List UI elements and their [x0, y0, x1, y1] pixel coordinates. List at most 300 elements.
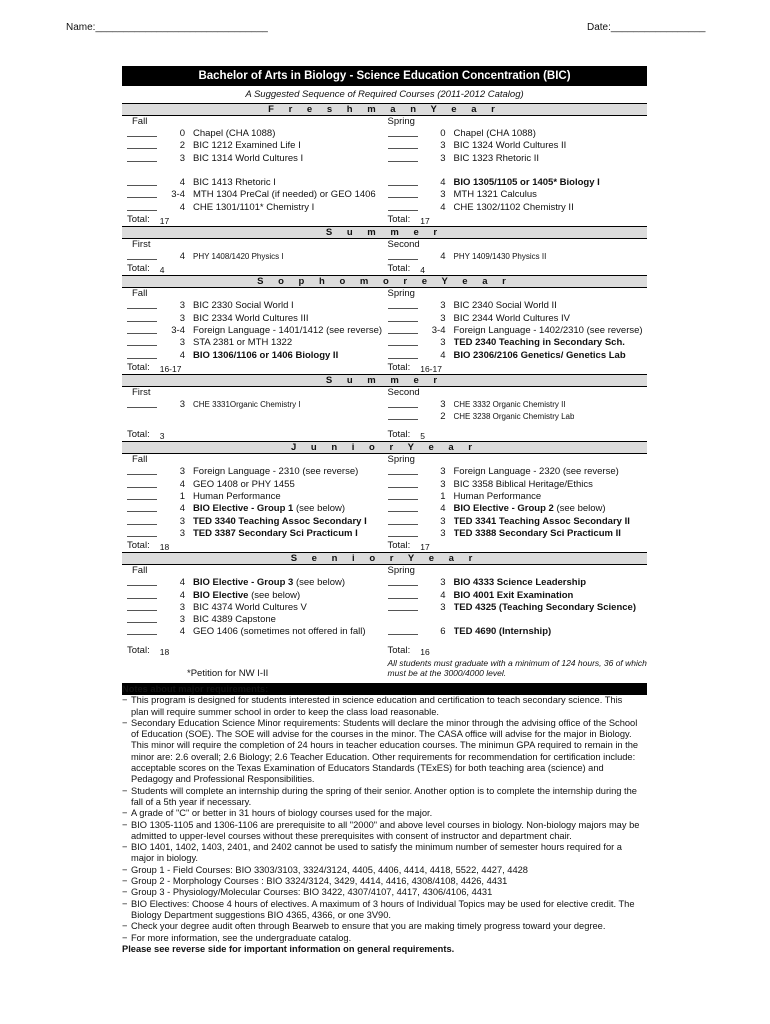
total-value: 5 [420, 431, 425, 442]
section-body-sophomore [122, 288, 647, 373]
course-title: BIO Elective - Group 1 [193, 503, 294, 515]
course-row [122, 479, 385, 491]
grade-blank[interactable] [127, 350, 157, 359]
grade-blank[interactable] [388, 202, 418, 211]
note-item [122, 865, 642, 876]
grade-blank[interactable] [127, 516, 157, 525]
term-column-left [122, 239, 385, 275]
course-name [454, 626, 552, 638]
total-label: Total: [387, 361, 411, 373]
term-label: Spring [387, 454, 415, 466]
note-text: Check your degree audit often through Bearweb to ensure that you are making timely progress toward your degree. [131, 921, 606, 932]
term-column-right [385, 454, 648, 552]
credit-hours: 4 [179, 589, 185, 601]
course-title: BIO 1305/1105 or 1405* Biology I [453, 177, 600, 189]
term-column-left [122, 387, 385, 442]
course-title: BIC 4374 World Cultures V [193, 601, 307, 613]
course-title: PHY 1409/1430 Physics II [453, 252, 547, 262]
graduation-note: All students must graduate with a minimum of 124 hours, 36 of which must be at the 3000/4000 level. [387, 657, 647, 678]
grade-blank[interactable] [388, 528, 418, 537]
course-title: TED 3388 Secondary Sci Practicum II [453, 527, 621, 539]
course-title: BIC 1413 Rhetoric I [193, 177, 276, 189]
course-name [454, 528, 621, 540]
course-row [385, 337, 648, 349]
course-row [385, 325, 648, 337]
course-row [122, 189, 385, 201]
course-title: BIC 2330 Social World I [193, 300, 294, 312]
course-name [193, 350, 338, 362]
course-name [193, 313, 308, 325]
bullet-dash: − [122, 898, 128, 909]
credit-hours: 4 [440, 589, 446, 601]
credit-hours: 3 [440, 478, 446, 490]
grade-blank[interactable] [388, 577, 418, 586]
note-text: For more information, see the undergraduate catalog. [131, 932, 352, 943]
section-heading-freshman: F r e s h m a n Y e a r [122, 103, 647, 116]
note-item [122, 718, 642, 786]
course-title: GEO 1408 or PHY 1455 [193, 478, 295, 490]
course-name [193, 516, 367, 528]
grade-blank[interactable] [388, 337, 418, 346]
term-label: Spring [387, 116, 415, 127]
course-sections [122, 103, 647, 657]
course-name [193, 325, 382, 337]
course-row [122, 503, 385, 515]
course-name [454, 140, 567, 152]
course-row [385, 528, 648, 540]
course-name [193, 189, 376, 201]
total-label: Total: [387, 644, 411, 656]
term-label: Fall [132, 565, 148, 577]
course-title: Foreign Language - 1402/2310 (see reverse) [453, 324, 643, 336]
course-suffix: (see below) [553, 503, 606, 515]
total-row [122, 540, 385, 552]
total-row [122, 429, 385, 441]
course-row [122, 313, 385, 325]
note-item [122, 842, 642, 865]
credit-hours: 2 [179, 140, 185, 152]
grade-blank[interactable] [388, 313, 418, 322]
date-field[interactable]: Date:_________________ [587, 22, 706, 33]
total-row [385, 645, 648, 657]
course-name [193, 399, 301, 411]
course-name [193, 466, 358, 478]
grade-blank[interactable] [388, 153, 418, 162]
course-row [385, 251, 648, 263]
course-title: CHE 1302/1102 Chemistry II [453, 201, 574, 213]
section-heading-summer2: S u m m e r [122, 374, 647, 387]
total-label: Total: [387, 214, 411, 226]
total-row [385, 429, 648, 441]
credit-hours: 2 [440, 411, 446, 423]
course-name [193, 177, 276, 189]
note-item [122, 876, 642, 887]
course-name [454, 337, 625, 349]
note-text: This program is designed for students interested in science education and certification to teach secondary science. This plan will require summer school in order to keep the class load reasonable. [131, 695, 623, 717]
bullet-dash: − [122, 842, 128, 853]
course-row [385, 466, 648, 478]
term-label: Second [387, 239, 420, 251]
term-column-right [385, 239, 648, 275]
credit-hours [163, 165, 193, 177]
course-row [122, 128, 385, 140]
credit-hours: 6 [440, 626, 446, 638]
total-label: Total: [127, 214, 150, 226]
course-title: Foreign Language - 2320 (see reverse) [453, 466, 619, 478]
document-subtitle: A Suggested Sequence of Required Courses (2011-2012 Catalog) [245, 89, 524, 100]
bullet-dash: − [122, 695, 128, 706]
course-row [385, 300, 648, 312]
course-title: GEO 1406 (sometimes not offered in fall) [193, 626, 366, 638]
course-sheet [122, 66, 647, 695]
grade-blank[interactable] [388, 189, 418, 198]
course-suffix: (see below) [293, 577, 346, 589]
term-column-right [385, 565, 648, 656]
course-row [122, 528, 385, 540]
course-row [122, 577, 385, 589]
course-title: BIO 2306/2106 Genetics/ Genetics Lab [453, 349, 626, 361]
grade-blank[interactable] [127, 251, 157, 260]
grade-blank[interactable] [388, 325, 418, 334]
course-name [193, 140, 301, 152]
credit-hours: 3 [179, 466, 185, 478]
total-value: 3 [159, 431, 165, 442]
course-title: MTH 1304 PreCal (if needed) or GEO 1406 [193, 189, 376, 201]
course-row [122, 202, 385, 214]
course-title: BIO Elective - Group 3 [193, 577, 294, 589]
course-row [122, 337, 385, 349]
course-name [454, 602, 637, 614]
credit-hours: 3 [179, 312, 185, 324]
course-title: BIO 4333 Science Leadership [453, 577, 587, 589]
term-label: Fall [132, 116, 148, 127]
section-body-junior [122, 454, 647, 552]
note-item [122, 887, 642, 898]
grade-blank[interactable] [127, 577, 157, 586]
course-title: TED 4690 (Internship) [453, 626, 552, 638]
total-value: 17 [420, 216, 430, 227]
grade-blank[interactable] [127, 337, 157, 346]
course-name [193, 614, 276, 626]
grade-blank[interactable] [127, 177, 157, 186]
total-value: 17 [159, 216, 170, 227]
course-name [454, 411, 575, 423]
grade-blank[interactable] [127, 602, 157, 611]
petition-note: *Petition for NW I-II [187, 667, 269, 679]
course-name [454, 503, 606, 515]
section-body-freshman [122, 116, 647, 226]
grade-blank[interactable] [127, 491, 157, 500]
credit-hours: 4 [179, 626, 185, 638]
course-name [454, 300, 557, 312]
bullet-dash: − [122, 819, 128, 830]
grade-blank[interactable] [388, 140, 418, 149]
course-name [454, 399, 566, 411]
grade-blank[interactable] [127, 325, 157, 334]
course-row [122, 614, 385, 626]
course-name [454, 202, 574, 214]
course-row [385, 140, 648, 152]
grade-blank[interactable] [388, 251, 418, 260]
grade-blank[interactable] [127, 503, 157, 512]
course-title: BIC 2334 World Cultures III [193, 312, 309, 324]
course-row [385, 177, 648, 189]
grade-blank[interactable] [388, 128, 418, 137]
total-value: 18 [159, 542, 170, 553]
course-name [193, 337, 292, 349]
total-row [385, 362, 648, 374]
course-title: BIC 1324 World Cultures II [453, 140, 567, 152]
course-name [193, 626, 366, 638]
credit-hours: 3 [440, 515, 446, 527]
total-label: Total: [387, 540, 411, 552]
grade-blank[interactable] [388, 491, 418, 500]
grade-blank[interactable] [388, 503, 418, 512]
course-suffix: (see below) [293, 503, 346, 515]
credit-hours: 3 [440, 189, 446, 201]
credit-hours: 0 [440, 128, 446, 139]
credit-hours: 4 [440, 503, 446, 515]
course-name [454, 491, 542, 503]
grade-blank[interactable] [388, 411, 418, 420]
course-row [385, 350, 648, 362]
credit-hours: 3 [440, 601, 446, 613]
note-item [122, 921, 642, 932]
credit-hours: 4 [179, 478, 185, 490]
grade-blank[interactable] [388, 626, 418, 635]
note-item [122, 808, 642, 819]
bullet-dash: − [122, 864, 128, 875]
total-label: Total: [387, 263, 411, 275]
note-text: BIO 1305-1105 and 1306-1106 are prerequisite to all "2000" and above level courses in biology. Non-biology majors may be admitted to upper-level courses without these prerequisites with consent of instructor and department chair. [131, 819, 640, 841]
course-row [385, 614, 648, 626]
grade-blank[interactable] [127, 313, 157, 322]
course-row [122, 516, 385, 528]
course-title: CHE 3238 Organic Chemistry Lab [453, 412, 575, 422]
section-heading-senior: S e n i o r Y e a r [122, 552, 647, 565]
term-label: Spring [387, 288, 415, 300]
document-title: Bachelor of Arts in Biology - Science Education Concentration (BIC) [122, 66, 647, 86]
course-name [454, 590, 574, 602]
course-row [122, 177, 385, 189]
grade-blank[interactable] [127, 140, 157, 149]
credit-hours: 4 [440, 201, 446, 213]
credit-hours: 4 [179, 201, 185, 213]
note-item [122, 899, 642, 922]
total-row [122, 214, 385, 226]
grade-blank[interactable] [388, 466, 418, 475]
grade-blank[interactable] [127, 399, 157, 408]
grade-blank[interactable] [127, 528, 157, 537]
course-row [385, 128, 648, 140]
course-name [454, 153, 540, 165]
note-item [122, 933, 642, 944]
course-title: CHE 1301/1101* Chemistry I [193, 201, 315, 213]
total-value: 4 [420, 265, 425, 276]
grade-blank[interactable] [388, 177, 418, 186]
section-body-senior [122, 565, 647, 656]
term-column-right [385, 116, 648, 226]
course-name [454, 251, 547, 263]
course-name [193, 251, 284, 263]
course-name [193, 577, 345, 589]
course-row [385, 577, 648, 589]
term-column-left [122, 288, 385, 373]
course-title: TED 4325 (Teaching Secondary Science) [453, 601, 637, 613]
bullet-dash: − [122, 921, 128, 932]
course-row [122, 466, 385, 478]
notes-block [122, 684, 642, 955]
credit-hours: 4 [179, 177, 185, 189]
grade-blank[interactable] [388, 300, 418, 309]
total-value: 18 [159, 646, 170, 657]
grade-blank[interactable] [388, 350, 418, 359]
total-row [122, 263, 385, 275]
note-text: Group 1 - Field Courses: BIO 3303/3103, 3324/3124, 4405, 4406, 4414, 4418, 5522, 4427, 4428 [131, 864, 528, 875]
grade-blank[interactable] [388, 590, 418, 599]
course-row [385, 313, 648, 325]
course-row [122, 590, 385, 602]
note-text: Group 2 - Morphology Courses : BIO 3324/3124, 3429, 4414, 4416, 4308/4108, 4426, 4431 [131, 876, 508, 887]
grade-blank[interactable] [127, 153, 157, 162]
credit-hours: 3 [440, 577, 446, 589]
course-title: Foreign Language - 1401/1412 (see reverse) [193, 324, 383, 336]
credit-hours: 1 [179, 491, 185, 503]
course-name [454, 313, 571, 325]
note-text: A grade of "C" or better in 31 hours of biology courses used for the major. [131, 808, 433, 819]
course-title: Human Performance [193, 491, 281, 503]
course-name [454, 577, 587, 589]
course-name [193, 491, 281, 503]
course-row [122, 491, 385, 503]
term-column-left [122, 565, 385, 656]
credit-hours: 3 [179, 515, 185, 527]
course-name [193, 479, 295, 491]
course-name [454, 189, 537, 201]
credit-hours: 4 [179, 251, 185, 263]
credit-hours: 4 [179, 503, 185, 515]
grade-blank[interactable] [127, 128, 157, 137]
total-value: 16 [420, 646, 430, 657]
credit-hours: 3 [179, 614, 185, 626]
term-label: Spring [387, 565, 415, 577]
course-name [193, 202, 314, 214]
note-text: BIO Electives: Choose 4 hours of electives. A maximum of 3 hours of Individual Topics may be used for elective credit. The Biology Department suggestions BIO 4365, 4366, or one 3V90. [131, 898, 635, 920]
course-title: BIC 1323 Rhetoric II [453, 152, 540, 164]
course-row [122, 626, 385, 638]
total-label: Total: [127, 429, 150, 441]
course-row [122, 602, 385, 614]
note-item [122, 786, 642, 809]
credit-hours: 3 [179, 152, 185, 164]
course-title: BIC 2344 World Cultures IV [453, 312, 571, 324]
note-text: Group 3 - Physiology/Molecular Courses: BIO 3422, 4307/4107, 4417, 4306/4106, 4431 [131, 887, 493, 898]
course-title: STA 2381 or MTH 1322 [193, 337, 293, 349]
course-title: BIC 2340 Social World II [453, 300, 557, 312]
note-text: Secondary Education Science Minor requirements: Students will declare the minor through the advising office of the School of Education (SOE). The SOE will advise for the courses in the minor. The CASA office will advise for the major in Biology. This minor will require the completion of 24 hours in teacher education courses. The minimun GPA required to remain in the minor are: 2.6 overall; 2.6 Biology; 2.6 Teacher Education. Other requirements for recommendation for certification include: acceptable scores on the Texas Examination of Educators Standards (TExES) for both teaching area (science) and Pedagogy and Professional Responsibilities. [131, 717, 639, 785]
course-title: TED 3340 Teaching Assoc Secondary I [193, 515, 367, 527]
grade-blank[interactable] [127, 189, 157, 198]
bullet-dash: − [122, 876, 128, 887]
grade-blank[interactable] [127, 590, 157, 599]
term-label: Second [387, 386, 420, 398]
course-name [454, 350, 626, 362]
grade-blank[interactable] [127, 466, 157, 475]
name-field[interactable]: Name:_______________________________ [66, 22, 268, 33]
total-label: Total: [127, 540, 150, 552]
course-row [385, 399, 648, 411]
course-title: BIC 1314 World Cultures I [193, 152, 304, 164]
bullet-dash: − [122, 717, 128, 728]
grade-blank[interactable] [388, 399, 418, 408]
term-label: Fall [132, 454, 148, 466]
course-name [193, 602, 307, 614]
credit-hours: 3-4 [431, 324, 446, 336]
section-heading-junior: J u n i o r Y e a r [122, 441, 647, 454]
sheet-footer [122, 657, 647, 681]
course-row [385, 626, 648, 638]
course-row [122, 325, 385, 337]
bullet-dash: − [122, 808, 128, 819]
section-body-summer1 [122, 239, 647, 275]
grade-blank[interactable] [127, 202, 157, 211]
credit-hours: 4 [179, 349, 185, 361]
course-row [122, 411, 385, 423]
credit-hours: 3 [440, 466, 446, 478]
course-title: Foreign Language - 2310 (see reverse) [193, 466, 359, 478]
bullet-dash: − [122, 785, 128, 796]
course-title: BIC 1212 Examined Life I [193, 140, 301, 152]
grade-blank[interactable] [127, 614, 157, 623]
total-label: Total: [127, 263, 150, 275]
course-name [454, 466, 619, 478]
course-title: TED 2340 Teaching in Secondary Sch. [453, 337, 625, 349]
course-title: MTH 1321 Calculus [453, 189, 537, 201]
total-value: 4 [159, 265, 165, 276]
total-value: 16-17 [420, 363, 442, 374]
course-title: BIC 4389 Capstone [193, 614, 276, 626]
course-row [385, 411, 648, 423]
course-row [385, 590, 648, 602]
course-title: TED 3341 Teaching Assoc Secondary II [453, 515, 630, 527]
course-title: PHY 1408/1420 Physics I [193, 252, 284, 262]
credit-hours: 3 [440, 337, 446, 349]
credit-hours: 4 [440, 349, 446, 361]
grade-blank[interactable] [388, 602, 418, 611]
grade-blank[interactable] [127, 479, 157, 488]
credit-hours: 1 [440, 491, 446, 503]
grade-blank[interactable] [388, 479, 418, 488]
term-label: First [132, 386, 151, 398]
course-row [385, 602, 648, 614]
grade-blank[interactable] [388, 516, 418, 525]
section-heading-summer1: S u m m e r [122, 226, 647, 239]
grade-blank[interactable] [127, 626, 157, 635]
course-row [122, 399, 385, 411]
bullet-dash: − [122, 887, 128, 898]
course-title: Human Performance [453, 491, 542, 503]
grade-blank[interactable] [127, 300, 157, 309]
course-row [385, 516, 648, 528]
course-row [122, 300, 385, 312]
note-item [122, 820, 642, 843]
credit-hours: 3-4 [171, 324, 185, 336]
course-row [122, 251, 385, 263]
course-row [385, 189, 648, 201]
course-name [193, 528, 358, 540]
course-name [454, 516, 630, 528]
total-row [385, 540, 648, 552]
